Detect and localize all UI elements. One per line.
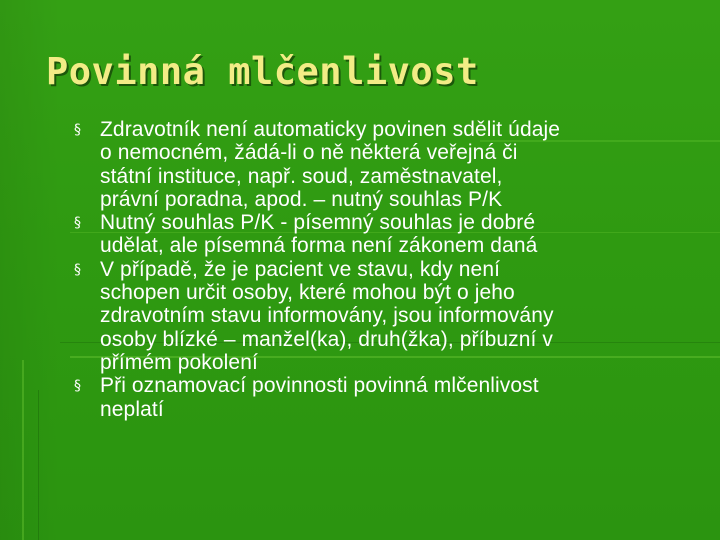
bullet-text-line: Zdravotník není automaticky povinen sdělit údaje (100, 118, 561, 141)
bullet-text-line: státní instituce, např. soud, zaměstnavatel, (100, 164, 503, 188)
bullet-text-line: V případě, že je pacient ve stavu, kdy není (100, 257, 501, 281)
section-sign-icon: § (74, 215, 82, 232)
bullet-text-line: zdravotním stavu informovány, jsou informovány (100, 304, 554, 328)
bullet-list (74, 118, 694, 421)
bullet-text-line: přímém pokolení (100, 350, 258, 374)
bullet-item (74, 118, 694, 211)
section-sign-icon: § (74, 378, 82, 395)
bullet-item (74, 258, 694, 374)
section-sign-icon: § (74, 122, 82, 138)
section-sign-icon: § (74, 261, 82, 278)
bullet-text-line: neplatí (100, 397, 164, 421)
bullet-text-line: Nutný souhlas P/K - písemný souhlas je dobré (100, 211, 536, 235)
bullet-item (74, 211, 694, 258)
bullet-text-line: právní poradna, apod. – nutný souhlas P/K (100, 187, 503, 211)
bullet-item (74, 374, 694, 421)
decorative-line (38, 390, 39, 540)
slide-title: Povinná mlčenlivost (46, 50, 479, 93)
bullet-text-line: udělat, ale písemná forma není zákonem daná (100, 234, 538, 258)
bullet-text-line: schopen určit osoby, které mohou být o jeho (100, 281, 515, 305)
decorative-line (22, 360, 24, 540)
bullet-text-line: osoby blízké – manžel(ka), druh(žka), příbuzní v (100, 327, 553, 351)
bullet-text-line: o nemocném, žádá-li o ně některá veřejná či (100, 141, 518, 165)
bullet-text-line: Při oznamovací povinnosti povinná mlčenlivost (100, 374, 539, 398)
